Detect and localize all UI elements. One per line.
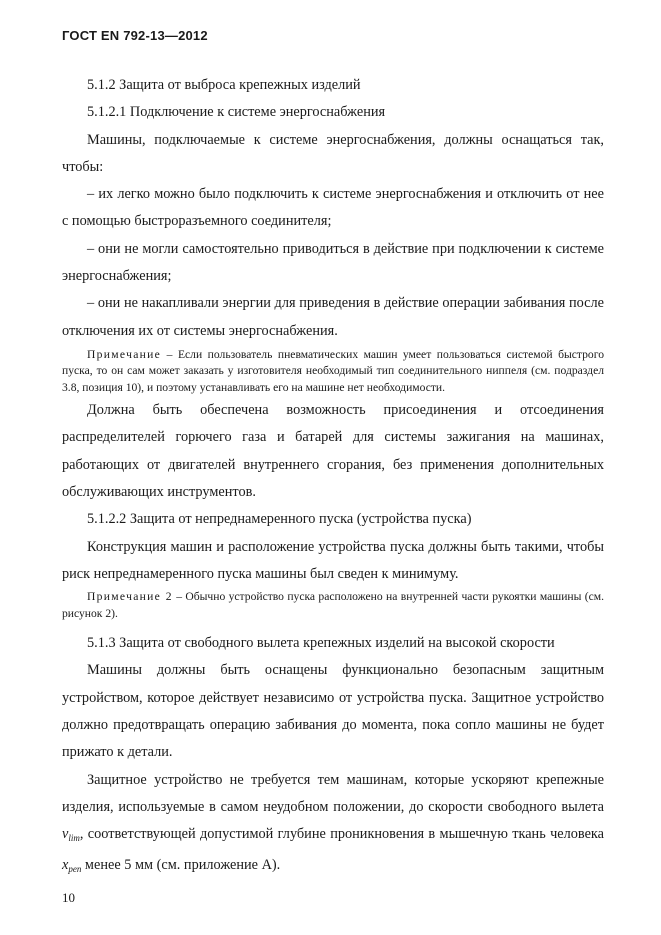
machines-paragraph: Машины, подключаемые к системе энергоснабжения, должны оснащаться так, чтобы: <box>62 131 604 175</box>
section-5-1-2-1-heading: 5.1.2.1 Подключение к системе энергоснабжения <box>87 104 386 121</box>
section-5-1-2-heading: 5.1.2 Защита от выброса крепежных изделий <box>87 77 361 93</box>
section-5-1-3-heading: 5.1.3 Защита от свободного вылета крепежных изделий на высокой скорости <box>87 635 555 652</box>
document-body <box>62 72 604 884</box>
list-item-2: – они не могли самостоятельно приводиться в действие при подключении к системе энергоснабжения; <box>62 240 604 285</box>
note-2 <box>62 589 604 622</box>
v-lim-subscript: lim <box>68 833 80 844</box>
note-1-text: – Если пользователь пневматических машин умеет пользоваться системой быстрого пуска, то он сам может заказать у изготовителя необходимый тип соединительного ниппеля (см. подраздел 3.8, позиция 10), и поэтому устанавливать его на машине нет необходимости. <box>62 347 604 394</box>
not-required-text-c: менее 5 мм (см. приложение А). <box>81 857 281 874</box>
not-required-paragraph <box>62 767 604 884</box>
not-required-text-a: Защитное устройство не требуется тем машинам, которые ускоряют крепежные изделия, используемые в самом неудобном положении, до скорости свободного вылета <box>62 771 604 815</box>
note-1-label: Примечание <box>87 347 162 361</box>
note-2-text: – Обычно устройство пуска расположено на внутренней части рукоятки машины (см. рисунок 2). <box>62 590 604 620</box>
x-pen-symbol: x <box>62 857 69 874</box>
x-pen-subscript: pen <box>68 864 82 875</box>
protective-device-paragraph: Машины должны быть оснащены функционально безопасным защитным устройством, которое действует независимо от устройства пуска. Защитное устройство должно предотвращать операцию забивания до момента, пока сопло машины не будет прижато к детали. <box>62 662 604 761</box>
section-5-1-2-2-heading: 5.1.2.2 Защита от непреднамеренного пуска (устройства пуска) <box>87 511 472 528</box>
standard-header: ГОСТ EN 792-13—2012 <box>62 28 208 43</box>
not-required-text-b: , соответствующей допустимой глубине проникновения в мышечную ткань человека <box>79 826 604 843</box>
construction-paragraph: Конструкция машин и расположение устройства пуска должны быть такими, чтобы риск непреднамеренного пуска машины был сведен к минимуму. <box>62 538 604 582</box>
page-number: 10 <box>62 890 75 905</box>
list-item-1: – их легко можно было подключить к системе энергоснабжения и отключить от нее с помощью быстроразъемного соединителя; <box>62 186 604 230</box>
note-2-label: Примечание 2 <box>87 590 173 604</box>
v-lim-symbol: v <box>62 826 69 843</box>
distributors-paragraph: Должна быть обеспечена возможность присоединения и отсоединения распределителей горючего газа и батарей для системы зажигания на машинах, работающих от двигателей внутреннего сгорания, без применения дополнительных обслуживающих инструментов. <box>62 402 604 501</box>
note-1 <box>62 347 604 396</box>
list-item-3: – они не накапливали энергии для приведения в действие операции забивания после отключения их от системы энергоснабжения. <box>62 295 604 339</box>
